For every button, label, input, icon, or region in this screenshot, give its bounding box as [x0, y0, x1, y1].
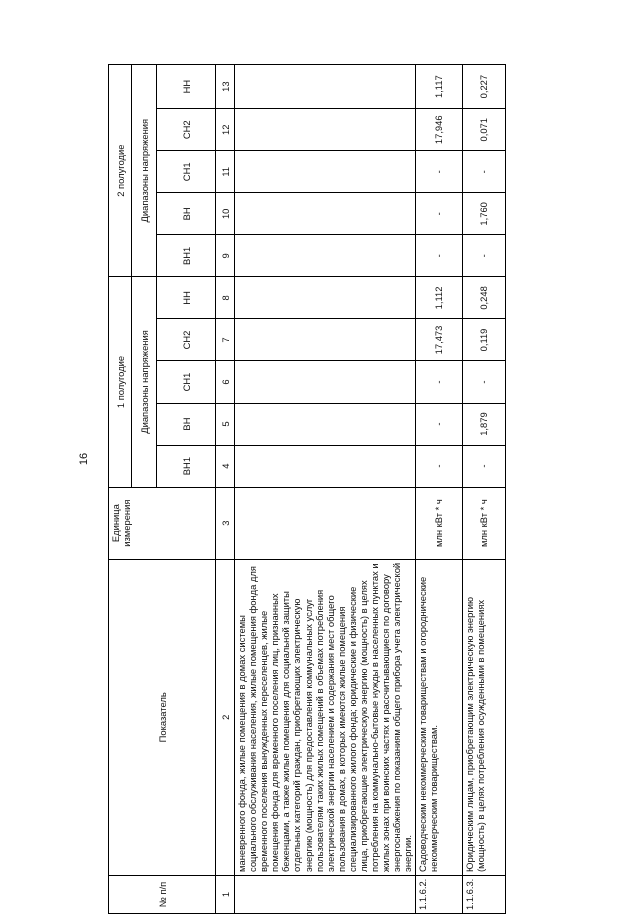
header-half-2: 2 полугодие — [109, 65, 132, 277]
value-cell: 17,946 — [415, 109, 462, 151]
value-cell: - — [415, 403, 462, 445]
header-nn: НН — [157, 277, 216, 319]
value-cell: - — [415, 235, 462, 277]
value-cell — [235, 193, 416, 235]
row-unit: млн кВт * ч — [415, 487, 462, 559]
value-cell: 1,112 — [415, 277, 462, 319]
column-index: 8 — [216, 277, 235, 319]
column-index: 5 — [216, 403, 235, 445]
header-vn: ВН — [157, 193, 216, 235]
value-cell — [235, 361, 416, 403]
header-sn2: СН2 — [157, 319, 216, 361]
value-cell — [235, 319, 416, 361]
value-cell: 1,117 — [415, 65, 462, 109]
value-cell: 17,473 — [415, 319, 462, 361]
header-unit: Единица измерения — [109, 487, 216, 559]
column-index: 6 — [216, 361, 235, 403]
value-cell: - — [462, 361, 505, 403]
value-cell: 0,227 — [462, 65, 505, 109]
table-row — [235, 65, 416, 914]
column-index: 7 — [216, 319, 235, 361]
row-unit — [235, 487, 416, 559]
header-voltage-ranges-2: Диапазоны напряжения — [132, 65, 157, 277]
value-cell: - — [415, 361, 462, 403]
column-index-row — [216, 65, 235, 914]
value-cell: 0,119 — [462, 319, 505, 361]
value-cell — [235, 151, 416, 193]
header-sn1: СН1 — [157, 361, 216, 403]
table-wrapper — [108, 64, 488, 914]
value-cell: - — [415, 151, 462, 193]
value-cell: 1,760 — [462, 193, 505, 235]
value-cell: 0,248 — [462, 277, 505, 319]
value-cell — [235, 235, 416, 277]
table-row — [462, 65, 505, 914]
header-nn: НН — [157, 65, 216, 109]
table-row — [415, 65, 462, 914]
value-cell — [235, 65, 416, 109]
row-indicator: Садоводческим некоммерческим товариществам и огороднические некоммерческим товариществам. — [415, 559, 462, 875]
header-sn1: СН1 — [157, 151, 216, 193]
row-indicator: маневренного фонда, жилые помещения в домах системы социального обслуживания населения, жилые помещения фонда для временного поселения вынужденных переселенцев, жилые помещения фонда для временного поселения лиц, признанных беженцами, а также жилые помещения для социальной защиты отдельных категорий граждан, приобретающих электрическую энергию (мощность) для предоставления коммунальных услуг пользователям таких жилых помещений в объемах потребления электрической энергии населением и содержания мест общего пользования в домах, в которых имеются жилые помещения специализированного жилого фонда; юридические и физические лица, приобретающие электрическую энергию (мощность) в целях потребления на коммунально-бытовые нужды в населенных пунктах и жилых зонах при воинских частях и рассчитывающиеся по договору энергоснабжения по показаниям общего прибора учета электрической энергии. — [235, 559, 416, 875]
column-index: 2 — [216, 559, 235, 875]
value-cell — [235, 277, 416, 319]
value-cell: - — [415, 445, 462, 487]
column-index: 3 — [216, 487, 235, 559]
column-index: 10 — [216, 193, 235, 235]
page-number: 16 — [78, 452, 91, 466]
row-number: 1.1.6.2. — [415, 875, 462, 913]
energy-consumption-table — [108, 64, 506, 914]
value-cell: - — [462, 235, 505, 277]
header-vn1: ВН1 — [157, 235, 216, 277]
value-cell: - — [462, 445, 505, 487]
header-vn1: ВН1 — [157, 445, 216, 487]
header-indicator: Показатель — [109, 559, 216, 875]
value-cell: - — [415, 193, 462, 235]
value-cell: 1,879 — [462, 403, 505, 445]
header-half-1: 1 полугодие — [109, 277, 132, 487]
column-index: 4 — [216, 445, 235, 487]
column-index: 12 — [216, 109, 235, 151]
column-index: 13 — [216, 65, 235, 109]
header-no: № п/п — [109, 875, 216, 913]
value-cell — [235, 445, 416, 487]
header-vn: ВН — [157, 403, 216, 445]
column-index: 1 — [216, 875, 235, 913]
header-voltage-ranges-1: Диапазоны напряжения — [132, 277, 157, 487]
row-indicator: Юридическим лицам, приобретающим электрическую энергию (мощность) в целях потребления осужденными в помещениях — [462, 559, 505, 875]
row-number — [235, 875, 416, 913]
rotated-table-container — [108, 64, 488, 914]
header-sn2: СН2 — [157, 109, 216, 151]
column-index: 11 — [216, 151, 235, 193]
value-cell — [235, 403, 416, 445]
row-number: 1.1.6.3. — [462, 875, 505, 913]
value-cell — [235, 109, 416, 151]
column-index: 9 — [216, 235, 235, 277]
value-cell: 0,071 — [462, 109, 505, 151]
row-unit: млн кВт * ч — [462, 487, 505, 559]
value-cell: - — [462, 151, 505, 193]
